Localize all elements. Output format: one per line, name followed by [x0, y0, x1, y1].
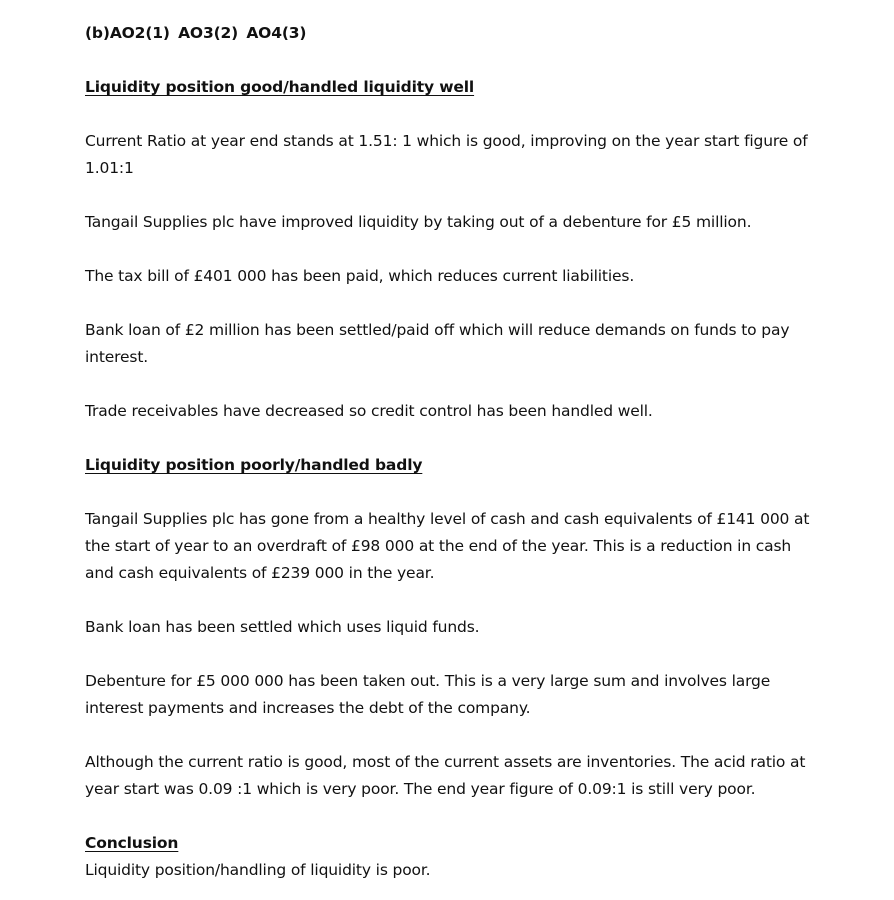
- heading-liquidity-poor: Liquidity position poorly/handled badly: [85, 456, 423, 474]
- paragraph-trade-receivables: Trade receivables have decreased so credit control has been handled well.: [85, 402, 653, 420]
- paragraph-acid-ratio: Although the current ratio is good, most of the current assets are inventories. The acid ratio at year start was 0.09 :1 which is very poor. The end year figure of 0.09:1 is still very poor.: [85, 753, 806, 798]
- paragraph-cash-to-overdraft: Tangail Supplies plc has gone from a healthy level of cash and cash equivalents of £141 000 at the start of year to an overdraft of £98 000 at the end of the year. This is a reduction in cash and cash equivalents of £239 000 in the year.: [85, 510, 810, 582]
- paragraph-bank-loan-settled: Bank loan of £2 million has been settled/paid off which will reduce demands on funds to pay interest.: [85, 321, 790, 366]
- assessment-objectives-line: (b)AO2(1) AO3(2) AO4(3): [85, 24, 307, 42]
- paragraph-bank-loan-liquid-funds: Bank loan has been settled which uses liquid funds.: [85, 618, 480, 636]
- paragraph-tax-bill: The tax bill of £401 000 has been paid, which reduces current liabilities.: [85, 267, 635, 285]
- paragraph-debenture-debt: Debenture for £5 000 000 has been taken out. This is a very large sum and involves large interest payments and increases the debt of the company.: [85, 672, 771, 717]
- heading-conclusion: Conclusion: [85, 834, 179, 852]
- paragraph-debenture-improved: Tangail Supplies plc have improved liquidity by taking out of a debenture for £5 million.: [85, 213, 752, 231]
- paragraph-current-ratio: Current Ratio at year end stands at 1.51: 1 which is good, improving on the year start figure of 1.01:1: [85, 132, 808, 177]
- document-body: [85, 20, 815, 884]
- paragraph-conclusion: Liquidity position/handling of liquidity is poor.: [85, 861, 431, 879]
- heading-liquidity-good: Liquidity position good/handled liquidity well: [85, 78, 475, 96]
